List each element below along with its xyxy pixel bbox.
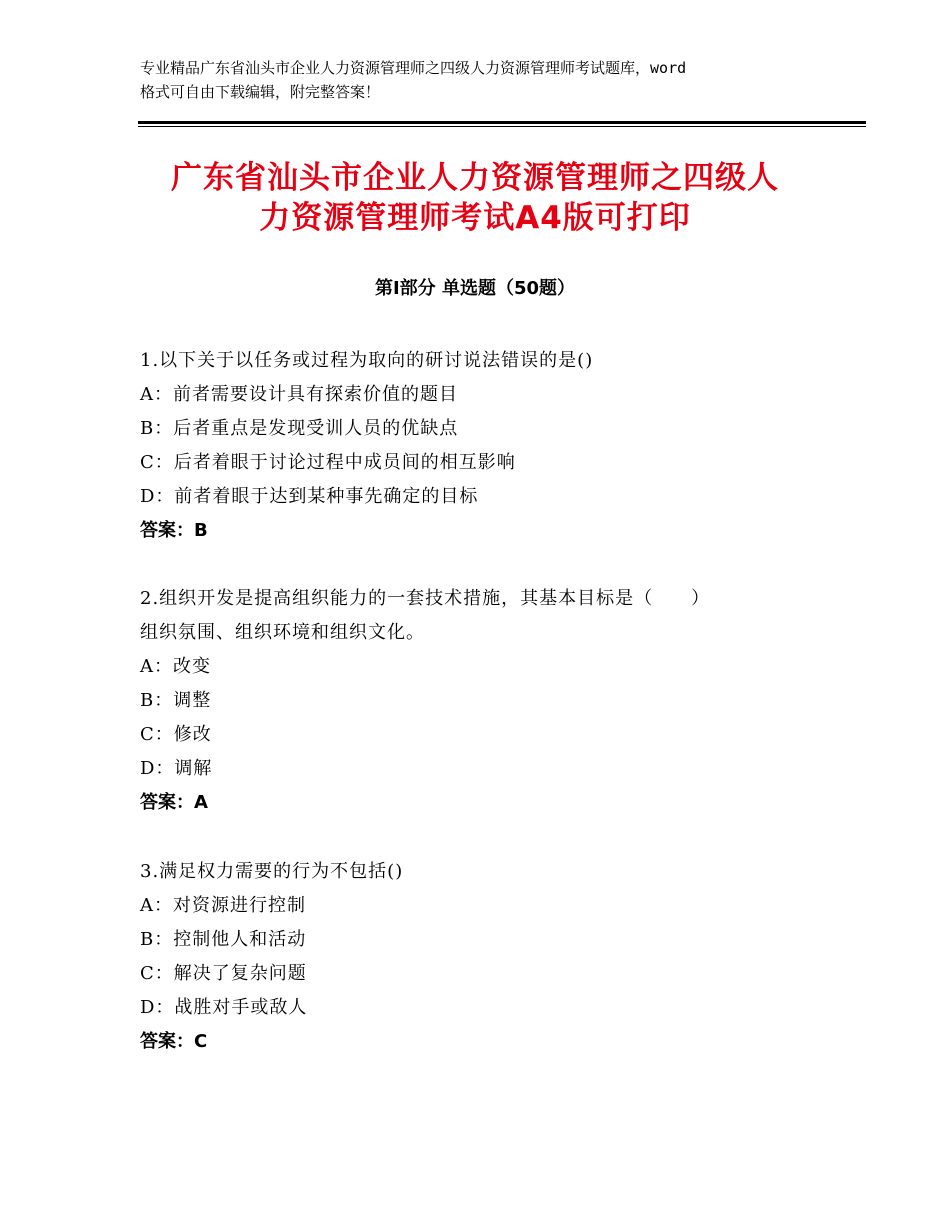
answer: 答案：A: [140, 792, 208, 813]
option-b: B：后者重点是发现受训人员的优缺点: [140, 418, 459, 439]
document-title-line-2: 力资源管理师考试A4版可打印: [259, 200, 691, 236]
header-note-line-2: 格式可自由下载编辑，附完整答案！: [140, 83, 381, 101]
option-d: D：战胜对手或敌人: [140, 997, 308, 1018]
answer: 答案：C: [140, 1031, 208, 1052]
header-divider-thick: [138, 121, 866, 124]
question-3: [140, 855, 840, 1059]
option-a: A：前者需要设计具有探索价值的题目: [140, 384, 458, 405]
option-b: B：控制他人和活动: [140, 929, 307, 950]
section-title: 第Ⅰ部分 单选题（50题）: [374, 278, 575, 299]
question-stem: 3.满足权力需要的行为不包括(): [140, 861, 404, 882]
answer: 答案：B: [140, 520, 208, 541]
document-title: [120, 158, 830, 238]
header-note-line-1: 专业精品广东省汕头市企业人力资源管理师之四级人力资源管理师考试题库，word: [140, 59, 687, 77]
option-a: A：对资源进行控制: [140, 895, 306, 916]
option-c: C：后者着眼于讨论过程中成员间的相互影响: [140, 452, 516, 473]
option-d: D：调解: [140, 758, 213, 779]
document-title-line-1: 广东省汕头市企业人力资源管理师之四级人: [171, 160, 779, 196]
header-divider-thin: [138, 126, 866, 127]
question-stem: 2.组织开发是提高组织能力的一套技术措施，其基本目标是（ ）: [140, 588, 711, 609]
question-2: [140, 582, 840, 820]
option-d: D：前者着眼于达到某种事先确定的目标: [140, 486, 479, 507]
option-a: A：改变: [140, 656, 211, 677]
option-c: C：解决了复杂问题: [140, 963, 307, 984]
header-note: [140, 56, 830, 104]
question-stem-continued: 组织氛围、组织环境和组织文化。: [140, 622, 425, 643]
question-stem: 1.以下关于以任务或过程为取向的研讨说法错误的是(): [140, 350, 594, 371]
option-b: B：调整: [140, 690, 212, 711]
question-1: [140, 344, 840, 548]
option-c: C：修改: [140, 724, 212, 745]
